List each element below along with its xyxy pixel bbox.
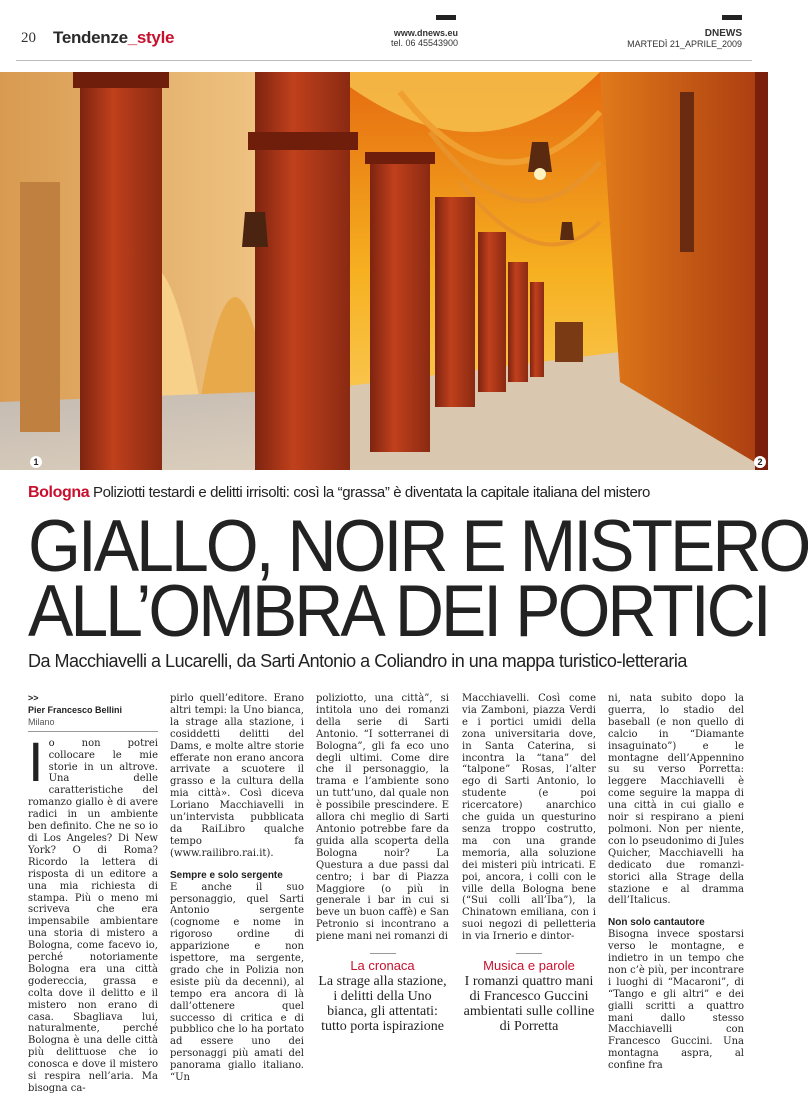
photo-badge-1: 1 xyxy=(30,456,42,468)
portico-illustration xyxy=(0,72,768,470)
headline-line-2: ALL’OMBRA DEI PORTICI xyxy=(28,570,769,653)
pullquote-title: La cronaca xyxy=(350,958,415,974)
article-column-1 xyxy=(28,693,158,1095)
article-column-4 xyxy=(462,693,596,1034)
website-url: www.dnews.eu xyxy=(393,28,458,38)
byline-marker: >> xyxy=(28,693,39,703)
header-tick-right xyxy=(722,15,742,20)
column-4-text: Macchiavelli. Così come via Zamboni, piazza Verdi e i portici umidi della zona universitaria dove, in Santa Caterina, si incontra la “tana” del “talpone” Rosas, l’alter ego di Sarti Antonio, lo studente (e poi ricercatore) anarchico che guida un questurino senza troppo costrutto, ma con una grande memoria, alla soluzione dei misteri più intricati. E poi, ancora, i colli con le ville della Bologna bene (“Sui colli all’Iba”), la Chinatown emiliana, con i suoi negozi di pelletteria in via Irnerio e dintor- xyxy=(462,693,596,943)
kicker xyxy=(28,484,748,502)
drop-cap: I xyxy=(28,729,44,793)
column-5-subheading: Non solo cantautore xyxy=(608,917,705,929)
column-2-text-a: pirlo quell’editore. Erano altri tempi: la Uno bianca, la strage alla stazione, i cosiddetti delitti del Dams, e molte altre storie efferate non erano ancora arrivate a scuotere il grasso e la cultura della mia città». Così diceva Loriano Macchiavelli in un’intervista pubblicata da RaiLibro qualche tempo fa (www.railibro.rai.it). xyxy=(170,693,304,859)
column-1-text: o non potrei collocare le mie storie in un altrove. Una delle caratteristiche del romanzo giallo è di avere radici in un ambiente ben definito. Che ne so io di Los Angeles? Di New York? O di Roma? Ricordo la lettera di risposta di un editore a una mia richiesta di stampa. Più o meno mi scriveva che era impensabile ambientare una storia di mistero a Bologna, come facevo io, perché notoriamente Bologna era una città godereccia, grassa e colta dove il delitto e il mistero non erano di casa. Sbagliava lui, naturalmente, perché Bologna è una delle città più delittuose che io conosca e dove il mistero si respira nell’aria. Ma bisogna ca- xyxy=(28,737,158,1094)
column-3-text: poliziotto, una città”, si intitola uno dei romanzi della serie di Sarti Antonio. “I sotterranei di Bologna”, gli fa eco uno degli ultimi. Come dire che il personaggio, la trama e l’ambiente sono un tutt’uno, dal quale non è possibile prescindere. E allora chi meglio di Sarti Antonio potrebbe fare da guida alla scoperta della Bologna noir? La Questura a due passi dal centro; i bar di Piazza Maggiore (o più in generale i bar in cui si beve un buon caffè) e San Petronio si incontrano a piene mani nei romanzi di xyxy=(316,693,449,943)
issue-date: MARTEDÌ 21_APRILE_2009 xyxy=(627,39,742,49)
headline-line-1: GIALLO, NOIR E MISTERO xyxy=(28,505,808,588)
pullquote-cronaca xyxy=(316,953,449,1034)
section-title-main: Tendenze xyxy=(53,28,128,47)
dateline-place: Milano xyxy=(28,717,158,732)
column-5-text-a: ni, nata subito dopo la guerra, lo stadio del baseball (e non quello di calcio in “Diamante insaguinato”) e le montagne dell’Appennino su su verso Porretta: leggere Macchiavelli è come seguire la mappa di una città in cui giallo e noir si respirano a pieni polmoni. Non per niente, con lo pseudonimo di Jules Quicher, Macchiavelli ha dedicato due romanzi-storici alla Strage della stazione e al dramma dell’Italicus. xyxy=(608,693,744,907)
page-number: 20 xyxy=(21,30,36,46)
pullquote-text: La strage alla stazione, i delitti della Uno bianca, gli attentati: tutto porta ispirazione xyxy=(318,973,447,1034)
pullquote-musica xyxy=(462,953,596,1034)
author-name: Pier Francesco Bellini xyxy=(28,704,123,715)
header-tick-left xyxy=(436,15,456,20)
pullquote-rule xyxy=(516,953,542,954)
photo-badge-2: 2 xyxy=(754,456,766,468)
column-2-subheading: Sempre e solo sergente xyxy=(170,869,283,881)
contact-info xyxy=(368,28,458,48)
page-header xyxy=(0,0,768,60)
kicker-city: Bologna xyxy=(28,484,90,501)
headline xyxy=(28,505,808,653)
article-column-3 xyxy=(316,693,449,1034)
section-title-accent: _style xyxy=(127,28,175,47)
phone-number: tel. 06 45543900 xyxy=(390,38,458,48)
article-column-5 xyxy=(608,693,744,1072)
section-title xyxy=(53,28,174,48)
subheadline: Da Macchiavelli a Lucarelli, da Sarti Antonio a Coliandro in una mappa turistico-letteraria xyxy=(28,651,687,671)
column-5-text-b: Bisogna invece spostarsi verso le montagne, e indietro in un tempo che non c’è più, per incontrare i luoghi di “Macaroni”, di “Tango e gli altri” e dei gialli scritti a quattro mani dallo stesso Macchiavelli con Francesco Guccini. Una montagna aspra, al confine fra xyxy=(608,929,744,1072)
article-column-2 xyxy=(170,693,304,1084)
portico-photo xyxy=(0,72,768,470)
column-2-text-b: E anche il suo personaggio, quel Sarti Antonio sergente (cognome e nome in rigoroso ordine di apparizione e non ispettore, ma sergente, grado che in Polizia non esiste più da decenni), al tempo era ancora di là dall’ottenere quel successo di critica e di pubblico che lo ha portato ad essere uno dei personaggi più amati del panorama giallo italiano. “Un xyxy=(170,881,304,1084)
brand-name: DNEWS xyxy=(704,28,742,39)
pullquote-text: I romanzi quattro mani di Francesco Guccini ambientati sulle colline di Porretta xyxy=(463,973,595,1034)
pullquote-title: Musica e parole xyxy=(483,958,575,974)
pullquote-rule xyxy=(370,953,396,954)
kicker-text: Poliziotti testardi e delitti irrisolti: così la “grassa” è diventata la capitale italiana del mistero xyxy=(92,484,650,501)
header-rule xyxy=(16,60,752,61)
brand-block xyxy=(627,28,742,49)
